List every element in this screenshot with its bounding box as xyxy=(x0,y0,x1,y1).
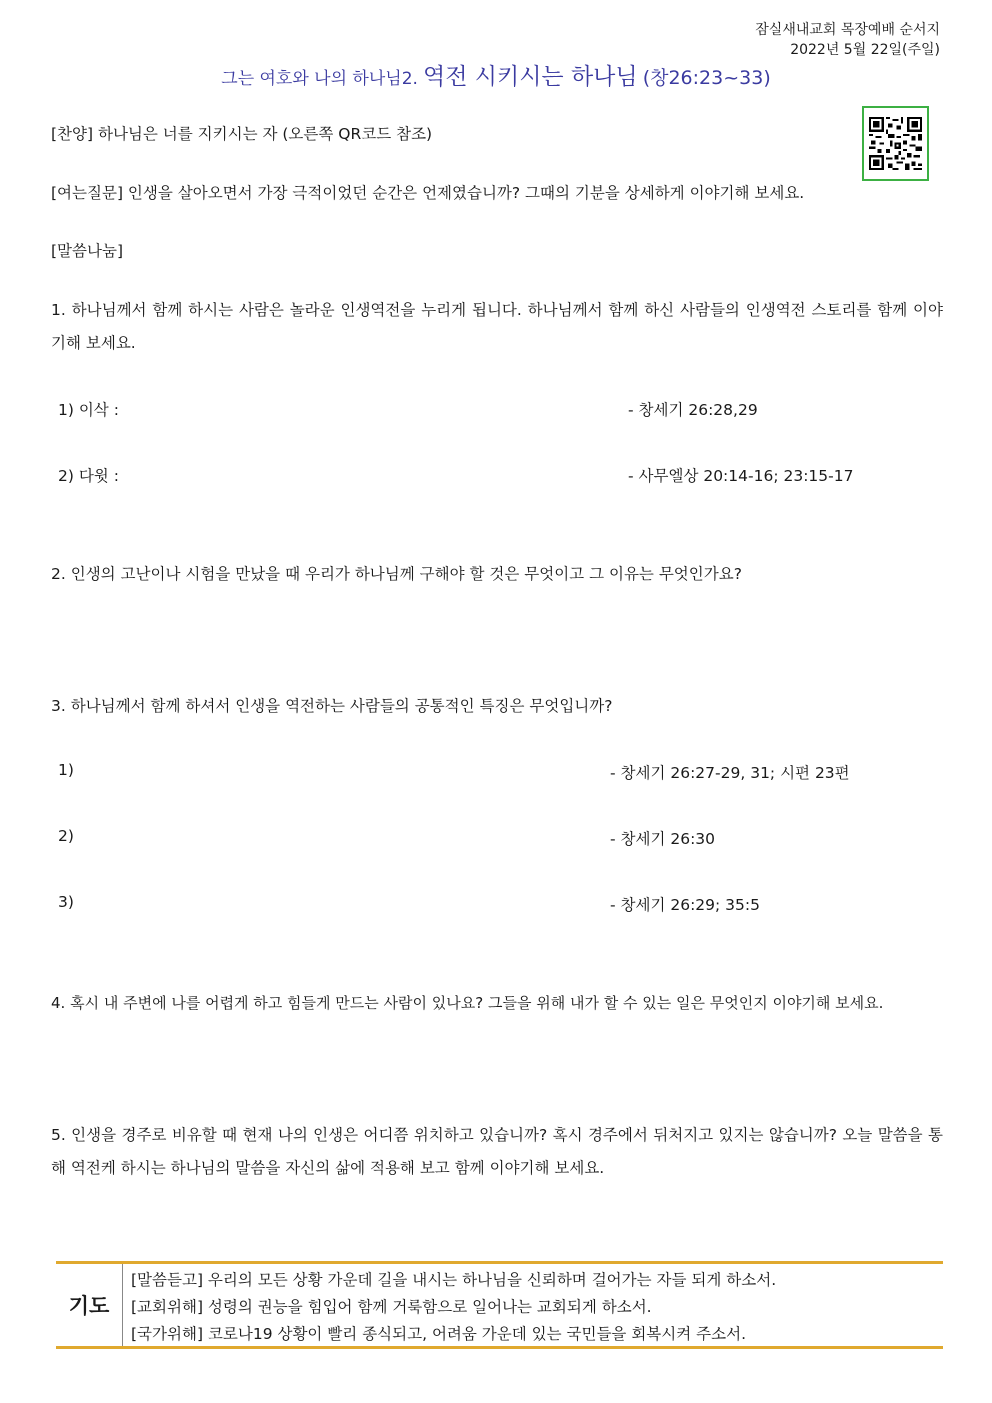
qr-code-icon[interactable] xyxy=(862,106,929,181)
prayer-box xyxy=(56,1261,943,1349)
page-title xyxy=(0,58,992,91)
q1-item-2-ref: - 사무엘상 20:14-16; 23:15-17 xyxy=(628,467,854,485)
sharing-heading: [말씀나눔] xyxy=(51,242,123,260)
q3-item-2-label: 2) xyxy=(58,827,74,845)
q3-item-3-ref: - 창세기 26:29; 35:5 xyxy=(610,896,760,914)
q1-item-1-ref: - 창세기 26:28,29 xyxy=(628,401,758,419)
header xyxy=(755,20,940,60)
q3-item-2-ref: - 창세기 26:30 xyxy=(610,830,716,848)
q1-item-1-label: 1) 이삭 : xyxy=(58,401,119,419)
q3-item-1-ref: - 창세기 26:27-29, 31; 시편 23편 xyxy=(610,764,850,782)
prayer-line-church: [교회위해] 성령의 권능을 힘입어 함께 거룩함으로 일어나는 교회되게 하소서. xyxy=(131,1298,652,1316)
prayer-lines xyxy=(123,1264,776,1346)
praise-line: [찬양] 하나님은 너를 지키시는 자 (오른쪽 QR코드 참조) xyxy=(51,125,433,143)
question-2: 2. 인생의 고난이나 시험을 만났을 때 우리가 하나님께 구해야 할 것은 무엇이고 그 이유는 무엇인가요? xyxy=(51,565,742,583)
q3-item-3-label: 3) xyxy=(58,893,74,911)
q1-item-2-label: 2) 다윗 : xyxy=(58,467,119,485)
question-3: 3. 하나님께서 함께 하셔서 인생을 역전하는 사람들의 공통적인 특징은 무엇입니까? xyxy=(51,697,613,715)
title-main: 역전 시키시는 하나님 xyxy=(423,64,638,90)
question-1: 1. 하나님께서 함께 하시는 사람은 놀라운 인생역전을 누리게 됩니다. 하나님께서 함께 하신 사람들의 인생역전 스토리를 함께 이야기해 보세요. xyxy=(51,301,943,352)
q3-item-1-label: 1) xyxy=(58,761,74,779)
prayer-line-word: [말씀듣고] 우리의 모든 상황 가운데 길을 내시는 하나님을 신뢰하며 걸어가는 자들 되게 하소서. xyxy=(131,1271,777,1289)
title-series: 그는 여호와 나의 하나님2. xyxy=(221,69,418,89)
title-reference: (창26:23~33) xyxy=(642,67,771,89)
prayer-line-nation: [국가위해] 코로나19 상황이 빨리 종식되고, 어려움 가운데 있는 국민들을 회복시켜 주소서. xyxy=(131,1325,746,1343)
opening-question: [여는질문] 인생을 살아오면서 가장 극적이었던 순간은 언제였습니까? 그때의 기분을 상세하게 이야기해 보세요. xyxy=(51,184,805,202)
church-name: 잠실새내교회 목장예배 순서지 xyxy=(755,22,940,38)
question-5: 5. 인생을 경주로 비유할 때 현재 나의 인생은 어디쯤 위치하고 있습니까? 혹시 경주에서 뒤처지고 있지는 않습니까? 오늘 말씀을 통해 역전케 하시는 하나님의 말씀을 자신의 삶에 적용해 보고 함께 이야기해 보세요. xyxy=(51,1126,943,1177)
worship-date: 2022년 5월 22일(주일) xyxy=(790,42,940,58)
prayer-label: 기도 xyxy=(56,1264,123,1346)
question-4: 4. 혹시 내 주변에 나를 어렵게 하고 힘들게 만드는 사람이 있나요? 그들을 위해 내가 할 수 있는 일은 무엇인지 이야기해 보세요. xyxy=(51,994,884,1012)
